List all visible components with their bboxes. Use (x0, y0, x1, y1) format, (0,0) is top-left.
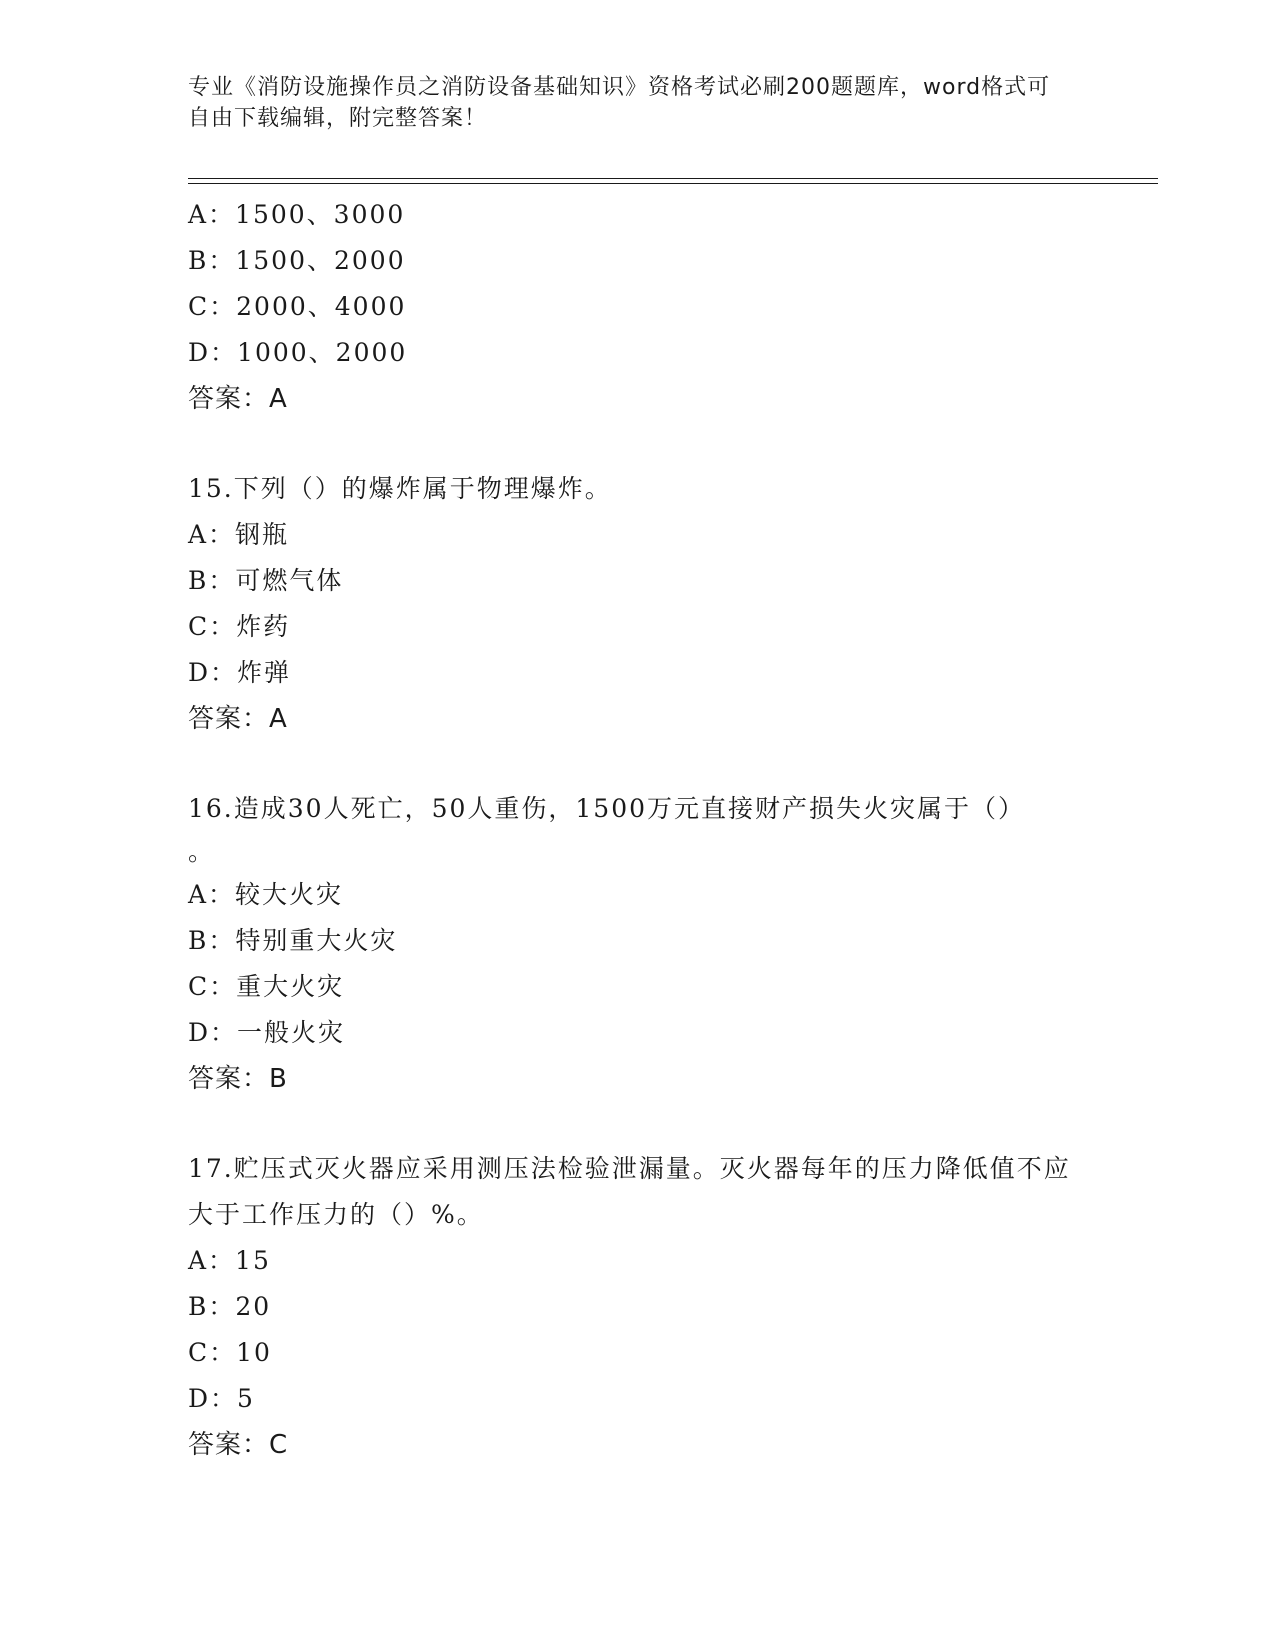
option-a: A：15 (188, 1246, 271, 1275)
question-text-continued: 。 (188, 837, 216, 866)
question-text: 16.造成30人死亡，50人重伤，1500万元直接财产损失火灾属于（） (188, 794, 1026, 823)
option-b: B：1500、2000 (188, 246, 406, 275)
document-body (188, 192, 1088, 1468)
question-text: 17.贮压式灭火器应采用测压法检验泄漏量。灭火器每年的压力降低值不应大于工作压力的（）%。 (188, 1154, 1071, 1229)
option-b: B：可燃气体 (188, 566, 344, 595)
question-block-17 (188, 1146, 1088, 1468)
option-c: C：2000、4000 (188, 292, 407, 321)
answer-line: 答案：A (188, 384, 288, 414)
option-a: A：钢瓶 (188, 520, 290, 549)
option-c: C：重大火灾 (188, 972, 345, 1001)
option-c: C：10 (188, 1338, 272, 1367)
option-d: D：一般火灾 (188, 1018, 346, 1047)
header-rule-bottom (188, 183, 1158, 184)
option-d: D：5 (188, 1384, 255, 1413)
header-rule-top (188, 178, 1158, 179)
option-b: B：特别重大火灾 (188, 926, 398, 955)
option-d: D：炸弹 (188, 658, 292, 687)
answer-line: 答案：C (188, 1430, 289, 1460)
question-block-16 (188, 786, 1088, 1102)
question-text: 15.下列（）的爆炸属于物理爆炸。 (188, 474, 612, 503)
option-a: A：1500、3000 (188, 200, 406, 229)
document-header: 专业《消防设施操作员之消防设备基础知识》资格考试必刷200题题库，word格式可自由下载编辑，附完整答案！ (188, 75, 1051, 131)
option-c: C：炸药 (188, 612, 291, 641)
question-block-14 (188, 192, 1088, 422)
option-a: A：较大火灾 (188, 880, 344, 909)
option-d: D：1000、2000 (188, 338, 408, 367)
answer-line: 答案：A (188, 704, 288, 734)
option-b: B：20 (188, 1292, 272, 1321)
answer-line: 答案：B (188, 1064, 288, 1094)
question-block-15 (188, 466, 1088, 742)
